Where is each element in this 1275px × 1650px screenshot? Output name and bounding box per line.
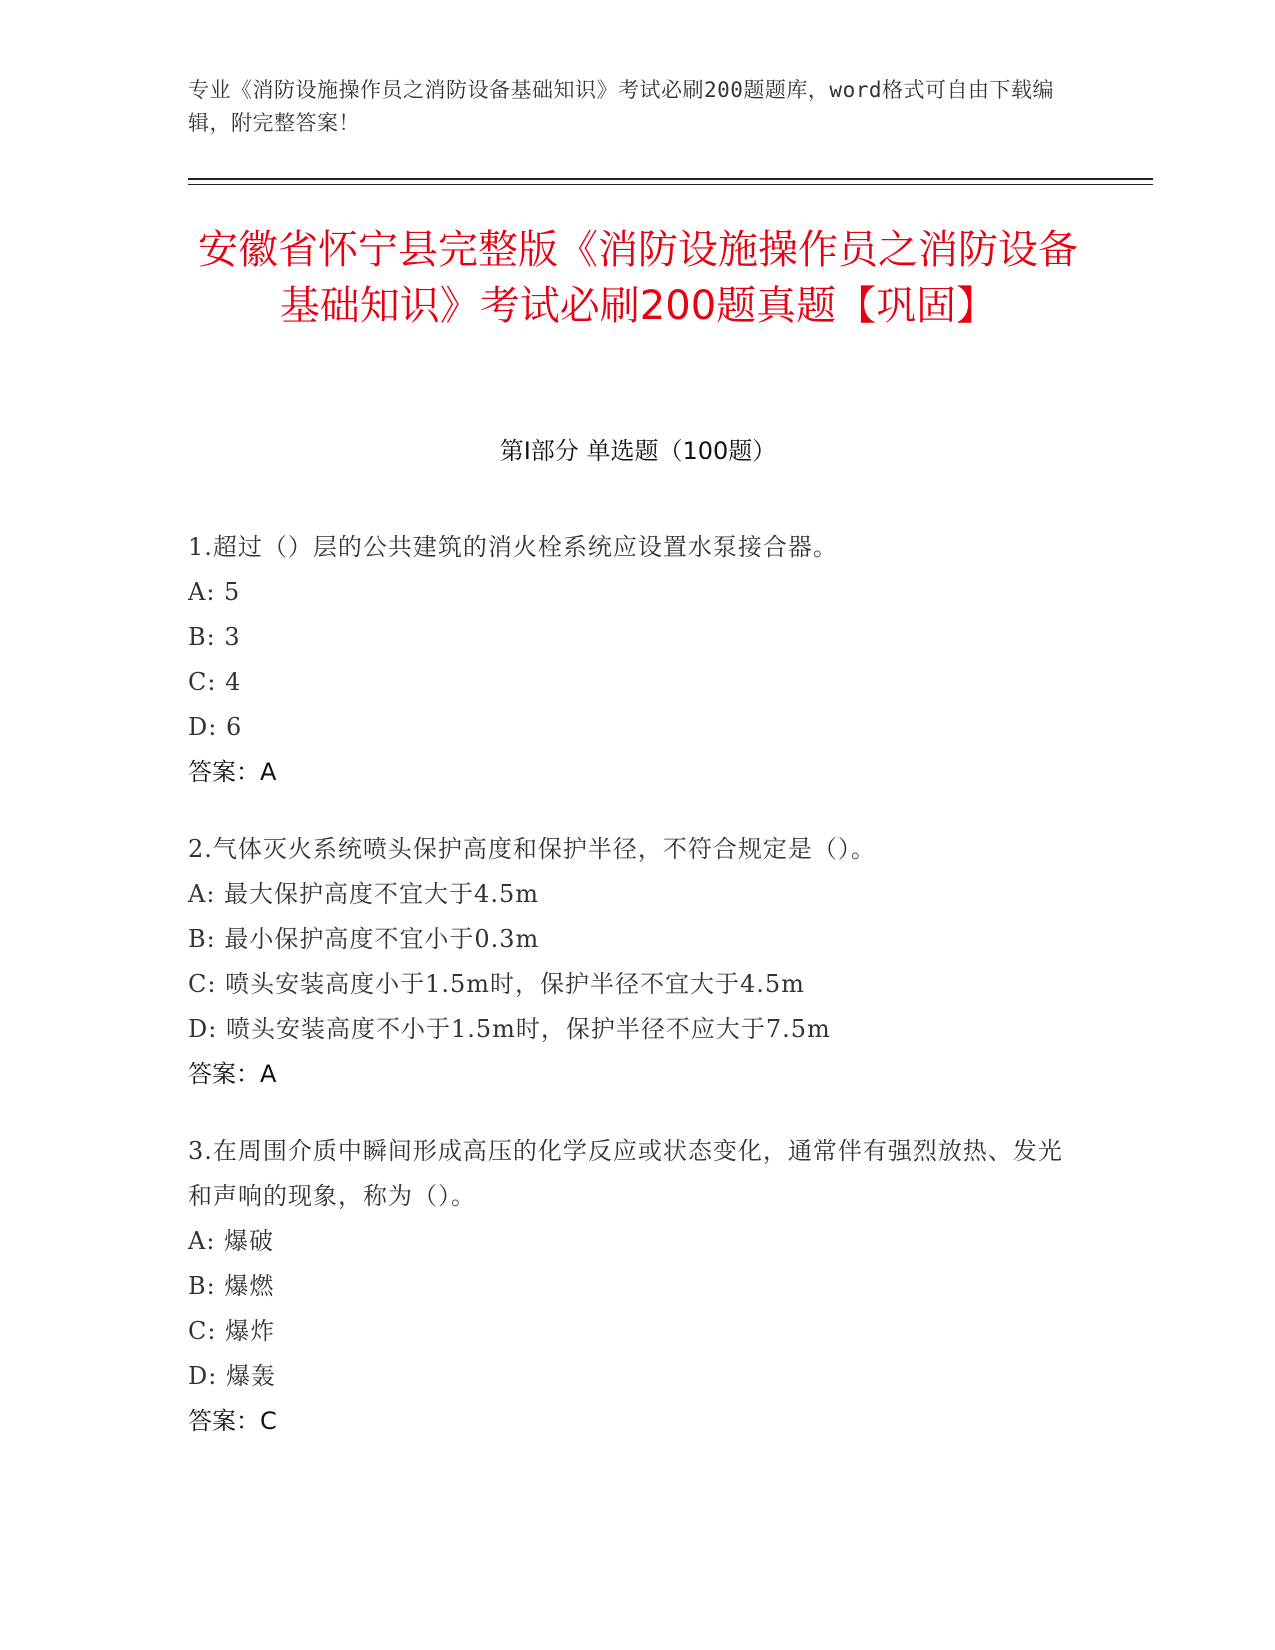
option-a: A: 最大保护高度不宜大于4.5m: [188, 880, 539, 908]
question-stem: 1.超过（）层的公共建筑的消火栓系统应设置水泵接合器。: [188, 533, 838, 561]
question-list: [188, 525, 1068, 1476]
option-d: D: 爆轰: [188, 1362, 276, 1390]
option-a: A: 5: [188, 578, 241, 606]
option-a: A: 爆破: [188, 1227, 275, 1255]
question-stem: 2.气体灭火系统喷头保护高度和保护半径，不符合规定是（）。: [188, 835, 876, 863]
header-divider-thick: [188, 178, 1153, 180]
option-c: C: 爆炸: [188, 1317, 276, 1345]
option-c: C: 喷头安装高度小于1.5m时，保护半径不宜大于4.5m: [188, 970, 805, 998]
document-title: 安徽省怀宁县完整版《消防设施操作员之消防设备基础知识》考试必刷200题真题【巩固】: [198, 227, 1078, 329]
header-note: 专业《消防设施操作员之消防设备基础知识》考试必刷200题题库，word格式可自由下载编辑，附完整答案！: [188, 78, 1054, 135]
option-b: B: 最小保护高度不宜小于0.3m: [188, 925, 540, 953]
question-2: [188, 827, 1068, 1097]
question-1: [188, 525, 1068, 795]
question-stem: 3.在周围介质中瞬间形成高压的化学反应或状态变化，通常伴有强烈放热、发光和声响的现象，称为（）。: [188, 1137, 1063, 1210]
option-c: C: 4: [188, 668, 242, 696]
answer: 答案：A: [188, 1060, 277, 1088]
header-divider-thin: [188, 184, 1153, 185]
option-d: D: 喷头安装高度不小于1.5m时，保护半径不应大于7.5m: [188, 1015, 831, 1043]
answer: 答案：C: [188, 1407, 277, 1435]
section-title: 第I部分 单选题（100题）: [499, 437, 777, 465]
answer: 答案：A: [188, 758, 277, 786]
option-b: B: 3: [188, 623, 241, 651]
question-3: [188, 1129, 1068, 1444]
option-d: D: 6: [188, 713, 243, 741]
option-b: B: 爆燃: [188, 1272, 275, 1300]
